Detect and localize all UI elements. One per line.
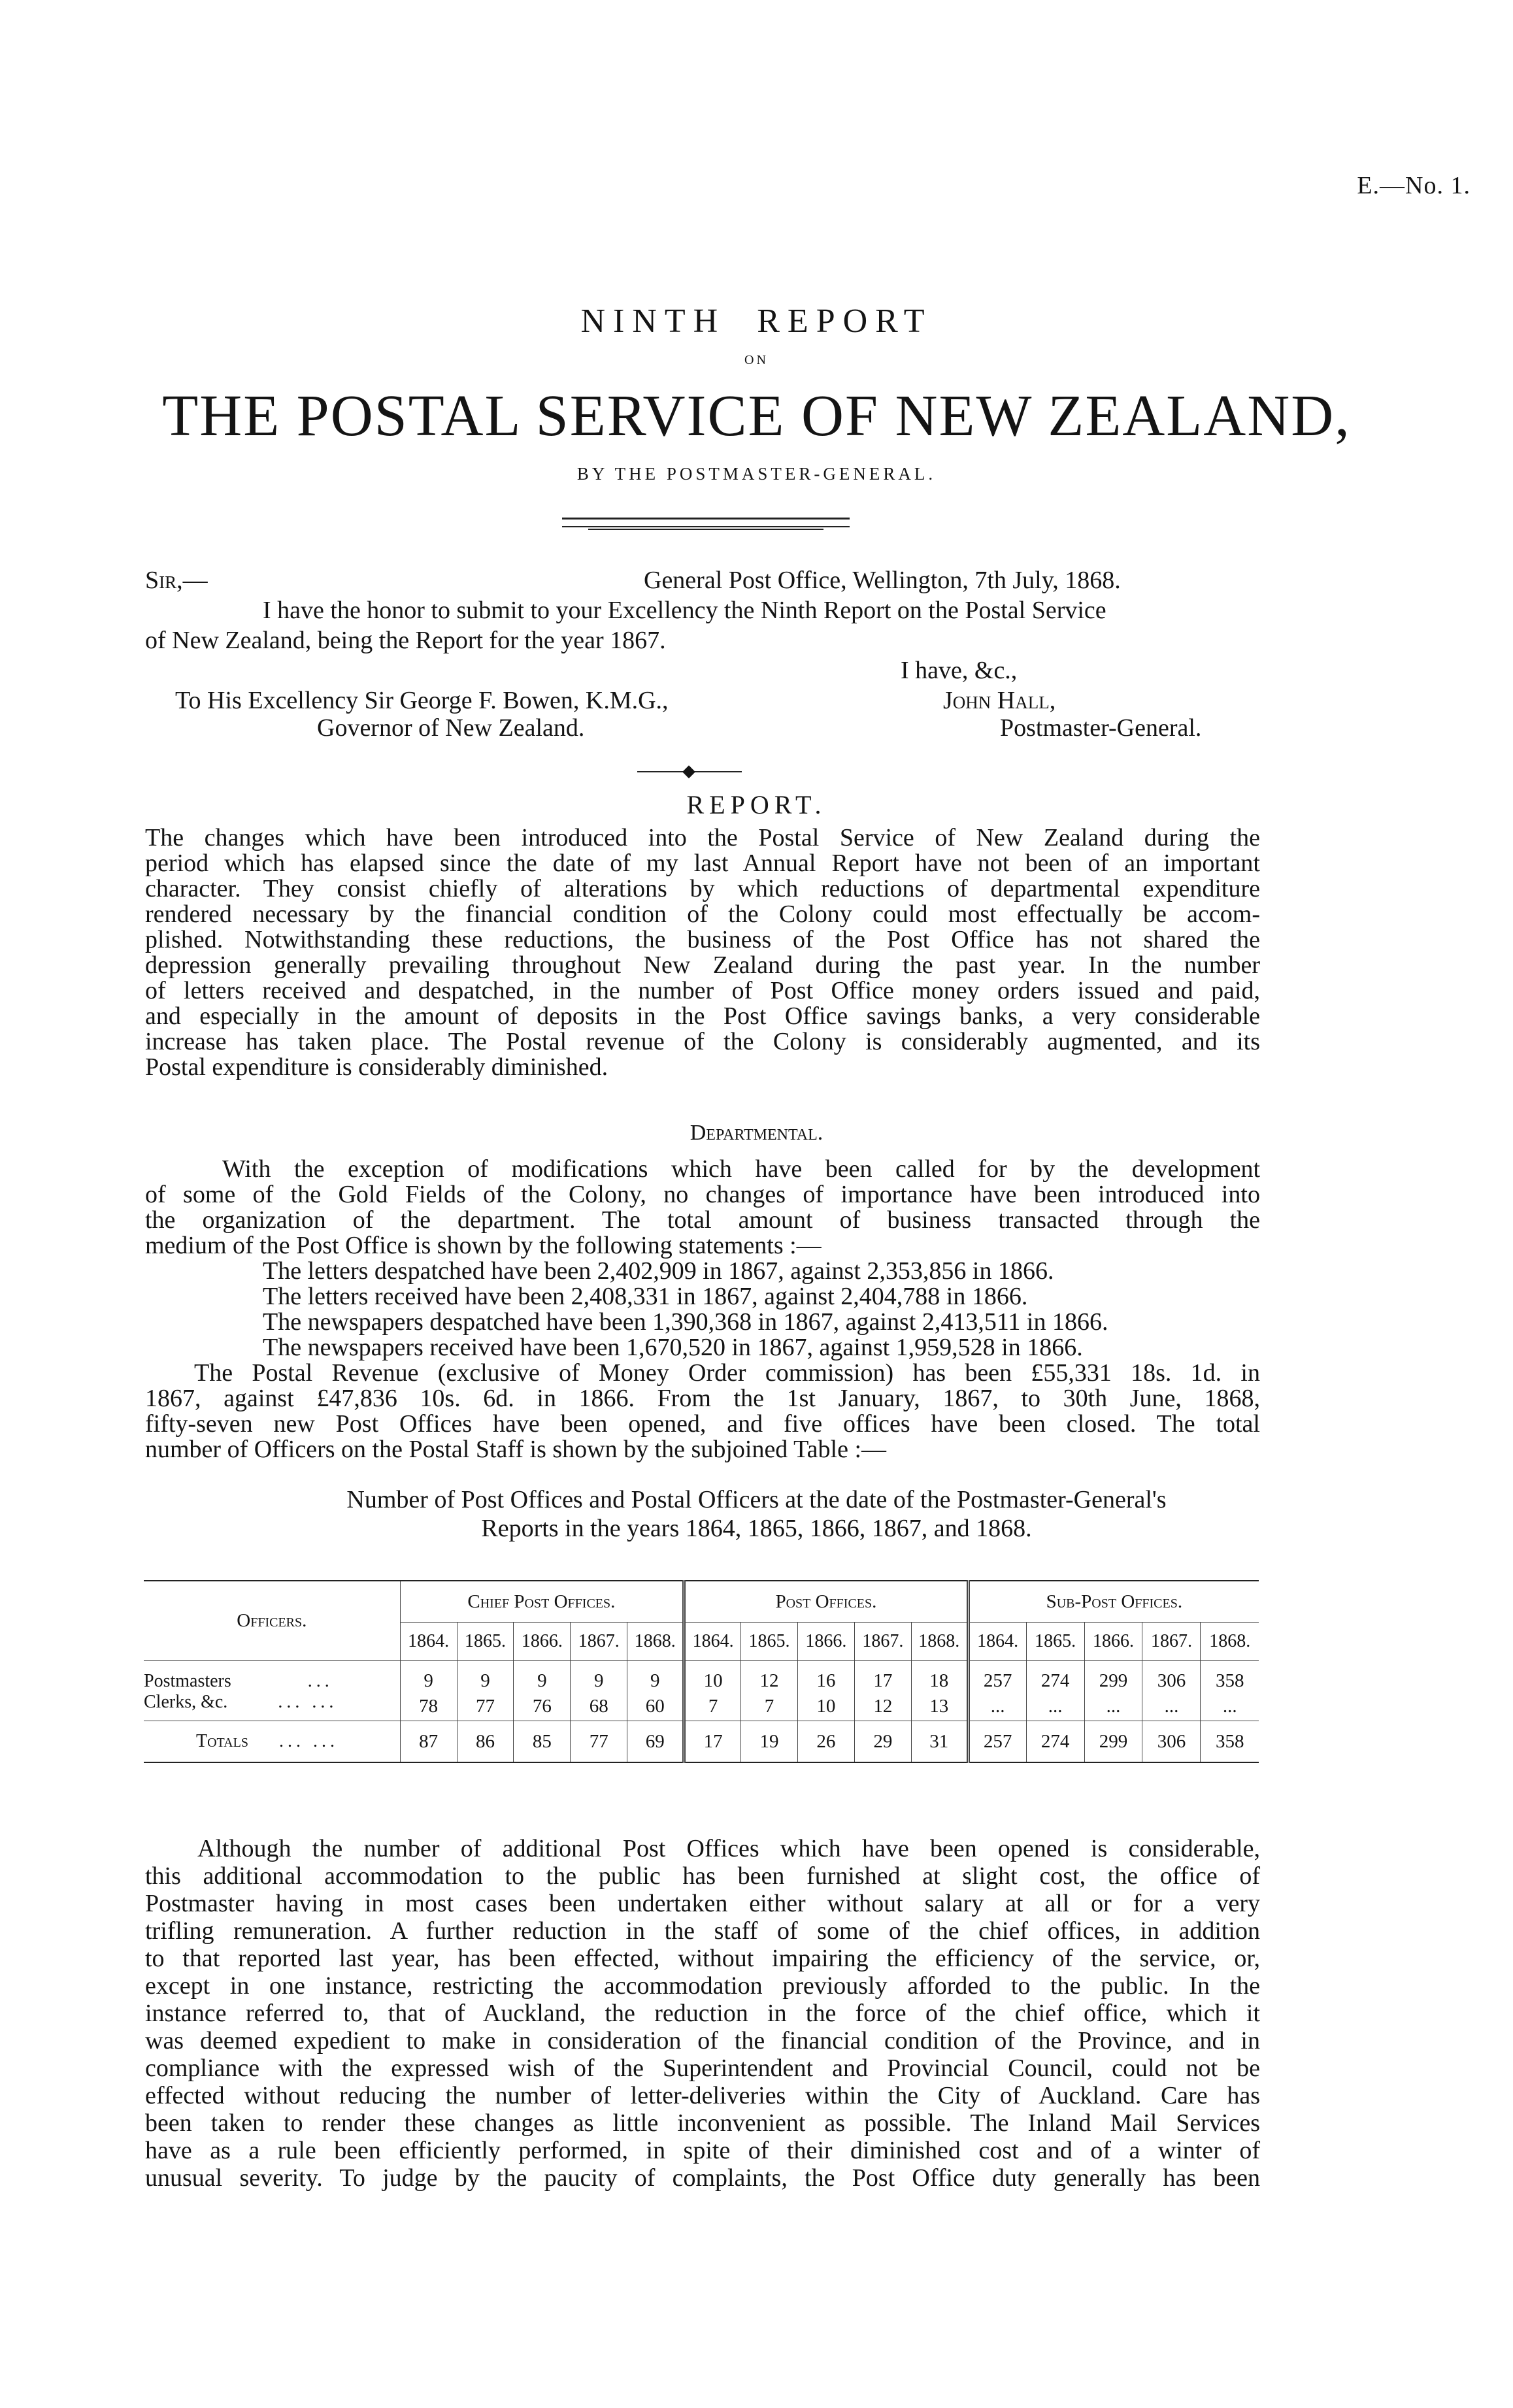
table-cell: 16 [797, 1661, 854, 1692]
officers-table [144, 1580, 1259, 1763]
intro-line: Postal expenditure is considerably diminished. [145, 1053, 608, 1081]
table-cell: 9 [400, 1661, 457, 1692]
table-cell: 274 [1026, 1661, 1084, 1692]
revenue-line: 1867, against £47,836 10s. 6d. in 1866. From the 1st January, 1867, to 30th June, 1868, [145, 1385, 1260, 1412]
table-cell: ... [1026, 1692, 1084, 1721]
year-header: 1867. [854, 1623, 911, 1661]
closing-line: compliance with the expressed wish of the Superintendent and Provincial Council, could not be [145, 2054, 1260, 2082]
intro-line: of letters received and despatched, in the number of Post Office money orders issued and paid, [145, 977, 1260, 1004]
row-leader-dots: ... ... [278, 1692, 338, 1712]
year-header: 1865. [741, 1623, 798, 1661]
table-cell: 10 [797, 1692, 854, 1721]
row-label [144, 1721, 400, 1763]
table-cell: 299 [1084, 1721, 1142, 1763]
table-cell: 9 [514, 1661, 571, 1692]
table-cell: 77 [457, 1692, 514, 1721]
table-cell: 18 [911, 1661, 968, 1692]
table-row [144, 1661, 1259, 1692]
year-header: 1864. [968, 1623, 1026, 1661]
table-cell: 257 [968, 1661, 1026, 1692]
closing-line: instance referred to, that of Auckland, the reduction in the force of the chief office, which it [145, 2000, 1260, 2027]
year-header: 1868. [1201, 1623, 1259, 1661]
table-cell: 358 [1201, 1721, 1259, 1763]
closing-paragraph [145, 1835, 1260, 2192]
title-ninth-report [0, 302, 1513, 340]
table-cell: 19 [741, 1721, 798, 1763]
table-cell: 12 [854, 1692, 911, 1721]
row-label-text: Clerks, &c. [144, 1692, 228, 1712]
table-cell: 13 [911, 1692, 968, 1721]
letter-closing: I have, &c., [901, 657, 1018, 684]
row-label [144, 1692, 400, 1721]
table-cell: ... [1201, 1692, 1259, 1721]
table-caption-line-2: Reports in the years 1864, 1865, 1866, 1867, and 1868. [481, 1515, 1032, 1542]
intro-line: character. They consist chiefly of alterations by which reductions of departmental expenditure [145, 875, 1260, 902]
table-cell: 358 [1201, 1661, 1259, 1692]
report-intro-paragraph [145, 825, 1260, 1080]
table-cell: 78 [400, 1692, 457, 1721]
table-cell: 60 [627, 1692, 684, 1721]
statement-line: The newspapers received have been 1,670,520 in 1867, against 1,959,528 in 1866. [263, 1334, 1083, 1361]
table-cell: ... [1084, 1692, 1142, 1721]
row-label [144, 1661, 400, 1692]
intro-line: increase has taken place. The Postal revenue of the Colony is considerably augmented, and its [145, 1028, 1260, 1055]
year-header: 1866. [514, 1623, 571, 1661]
row-leader-dots: ... ... [278, 1731, 339, 1751]
table-cell: 87 [400, 1721, 457, 1763]
title-on: ON [744, 353, 769, 367]
closing-line: effected without reducing the number of letter-deliveries within the City of Auckland. Care has [145, 2082, 1260, 2109]
departmental-line: medium of the Post Office is shown by the following statements :— [145, 1232, 822, 1259]
letter-signatory: John Hall, [943, 687, 1056, 714]
revenue-line: fifty-seven new Post Offices have been opened, and five offices have been closed. The total [145, 1410, 1260, 1438]
departmental-line: the organization of the department. The total amount of business transacted through the [145, 1206, 1260, 1234]
table-caption-line-1: Number of Post Offices and Postal Officers at the date of the Postmaster-General's [346, 1486, 1167, 1513]
table-row [144, 1692, 1259, 1721]
departmental-heading: Departmental. [690, 1121, 823, 1145]
year-header: 1866. [1084, 1623, 1142, 1661]
table-cell: 12 [741, 1661, 798, 1692]
year-header: 1865. [1026, 1623, 1084, 1661]
statement-line: The newspapers despatched have been 1,390,368 in 1867, against 2,413,511 in 1866. [263, 1308, 1108, 1336]
table-cell: 17 [854, 1661, 911, 1692]
year-header: 1865. [457, 1623, 514, 1661]
revenue-line: The Postal Revenue (exclusive of Money Order commission) has been £55,331 18s. 1d. in [194, 1359, 1260, 1387]
letter-place-date: General Post Office, Wellington, 7th July, 1868. [644, 567, 1121, 594]
group-header-post: Post Offices. [684, 1581, 969, 1623]
table-cell: 257 [968, 1721, 1026, 1763]
table-cell: 306 [1142, 1721, 1201, 1763]
revenue-line: number of Officers on the Postal Staff is shown by the subjoined Table :— [145, 1436, 887, 1463]
intro-line: depression generally prevailing throughout New Zealand during the past year. In the number [145, 951, 1260, 979]
year-header: 1867. [1142, 1623, 1201, 1661]
table-cell: 17 [684, 1721, 741, 1763]
intro-line: rendered necessary by the financial condition of the Colony could most effectually be accom- [145, 900, 1260, 928]
table-totals-row [144, 1721, 1259, 1763]
table-cell: ... [1142, 1692, 1201, 1721]
document-reference: E.—No. 1. [1357, 172, 1471, 199]
intro-line: and especially in the amount of deposits in the Post Office savings banks, a very considerable [145, 1002, 1260, 1030]
intro-line: plished. Notwithstanding these reductions, the business of the Post Office has not shared the [145, 926, 1260, 953]
report-heading: REPORT. [686, 790, 827, 819]
letter-addressee-2: Governor of New Zealand. [317, 714, 585, 742]
statement-line: The letters despatched have been 2,402,909 in 1867, against 2,353,856 in 1866. [263, 1257, 1054, 1285]
officers-column-header: Officers. [144, 1581, 400, 1661]
closing-line: have as a rule been efficiently performed, in spite of their diminished cost and of a winter of [145, 2137, 1260, 2164]
table-cell: 9 [571, 1661, 627, 1692]
closing-line: trifling remuneration. A further reduction in the staff of some of the chief offices, in addition [145, 1917, 1260, 1945]
table-cell: 68 [571, 1692, 627, 1721]
statement-line: The letters received have been 2,408,331 in 1867, against 2,404,788 in 1866. [263, 1283, 1028, 1310]
closing-line: except in one instance, restricting the accommodation previously afforded to the public. In the [145, 1972, 1260, 2000]
table-cell: 26 [797, 1721, 854, 1763]
letter-body-line-1: I have the honor to submit to your Excellency the Ninth Report on the Postal Service [263, 597, 1106, 624]
closing-line: to that reported last year, has been effected, without impairing the efficiency of the service, or, [145, 1945, 1260, 1972]
ornament-divider: ◆ [637, 766, 742, 779]
row-leader-dots: ... [307, 1670, 333, 1691]
year-header: 1867. [571, 1623, 627, 1661]
intro-line: The changes which have been introduced into the Postal Service of New Zealand during the [145, 824, 1260, 851]
departmental-paragraph [145, 1157, 1260, 1259]
intro-line: period which has elapsed since the date of my last Annual Report have not been of an important [145, 849, 1260, 877]
table-cell: 69 [627, 1721, 684, 1763]
title-word-ninth: NINTH [580, 303, 726, 340]
table-group-header-row [144, 1581, 1259, 1623]
year-header: 1864. [684, 1623, 741, 1661]
closing-line: Postmaster having in most cases been undertaken either without salary at all or for a very [145, 1890, 1260, 1917]
table-cell: 77 [571, 1721, 627, 1763]
title-by: BY THE POSTMASTER-GENERAL. [576, 464, 937, 484]
closing-line: been taken to render these changes as little inconvenient as possible. The Inland Mail Services [145, 2109, 1260, 2137]
departmental-line: With the exception of modifications which have been called for by the development [222, 1155, 1260, 1183]
closing-line: Although the number of additional Post Offices which have been opened is considerable, [197, 1835, 1260, 1862]
table-cell: 7 [741, 1692, 798, 1721]
title-word-report: REPORT [757, 303, 933, 340]
table-cell: 76 [514, 1692, 571, 1721]
title-main: THE POSTAL SERVICE OF NEW ZEALAND, [162, 384, 1351, 448]
group-header-sub: Sub-Post Offices. [968, 1581, 1259, 1623]
year-header: 1868. [627, 1623, 684, 1661]
table-cell: 9 [627, 1661, 684, 1692]
letter-body-line-2: of New Zealand, being the Report for the year 1867. [145, 627, 666, 654]
year-header: 1864. [400, 1623, 457, 1661]
table-cell: 29 [854, 1721, 911, 1763]
table-cell: 274 [1026, 1721, 1084, 1763]
table-cell: 9 [457, 1661, 514, 1692]
closing-line: unusual severity. To judge by the paucity of complaints, the Post Office duty generally has been [145, 2164, 1260, 2192]
year-header: 1866. [797, 1623, 854, 1661]
letter-signatory-title: Postmaster-General. [1000, 714, 1202, 742]
letter-addressee-1: To His Excellency Sir George F. Bowen, K.M.G., [175, 687, 669, 714]
closing-line: this additional accommodation to the public has been furnished at slight cost, the office of [145, 1862, 1260, 1890]
year-header: 1868. [911, 1623, 968, 1661]
row-label-text: Totals [196, 1731, 248, 1751]
departmental-line: of some of the Gold Fields of the Colony, no changes of importance have been introduced into [145, 1181, 1260, 1208]
table-cell: 10 [684, 1661, 741, 1692]
table-cell: 7 [684, 1692, 741, 1721]
letter-salutation: Sir,— [145, 567, 208, 594]
closing-line: was deemed expedient to make in consideration of the financial condition of the Province, and in [145, 2027, 1260, 2054]
table-cell: ... [968, 1692, 1026, 1721]
row-label-text: Postmasters [144, 1670, 231, 1691]
table-cell: 299 [1084, 1661, 1142, 1692]
title-double-rule [562, 518, 850, 527]
table-cell: 86 [457, 1721, 514, 1763]
group-header-chief: Chief Post Offices. [400, 1581, 684, 1623]
table-cell: 85 [514, 1721, 571, 1763]
table-cell: 31 [911, 1721, 968, 1763]
table-cell: 306 [1142, 1661, 1201, 1692]
revenue-paragraph [145, 1361, 1260, 1462]
